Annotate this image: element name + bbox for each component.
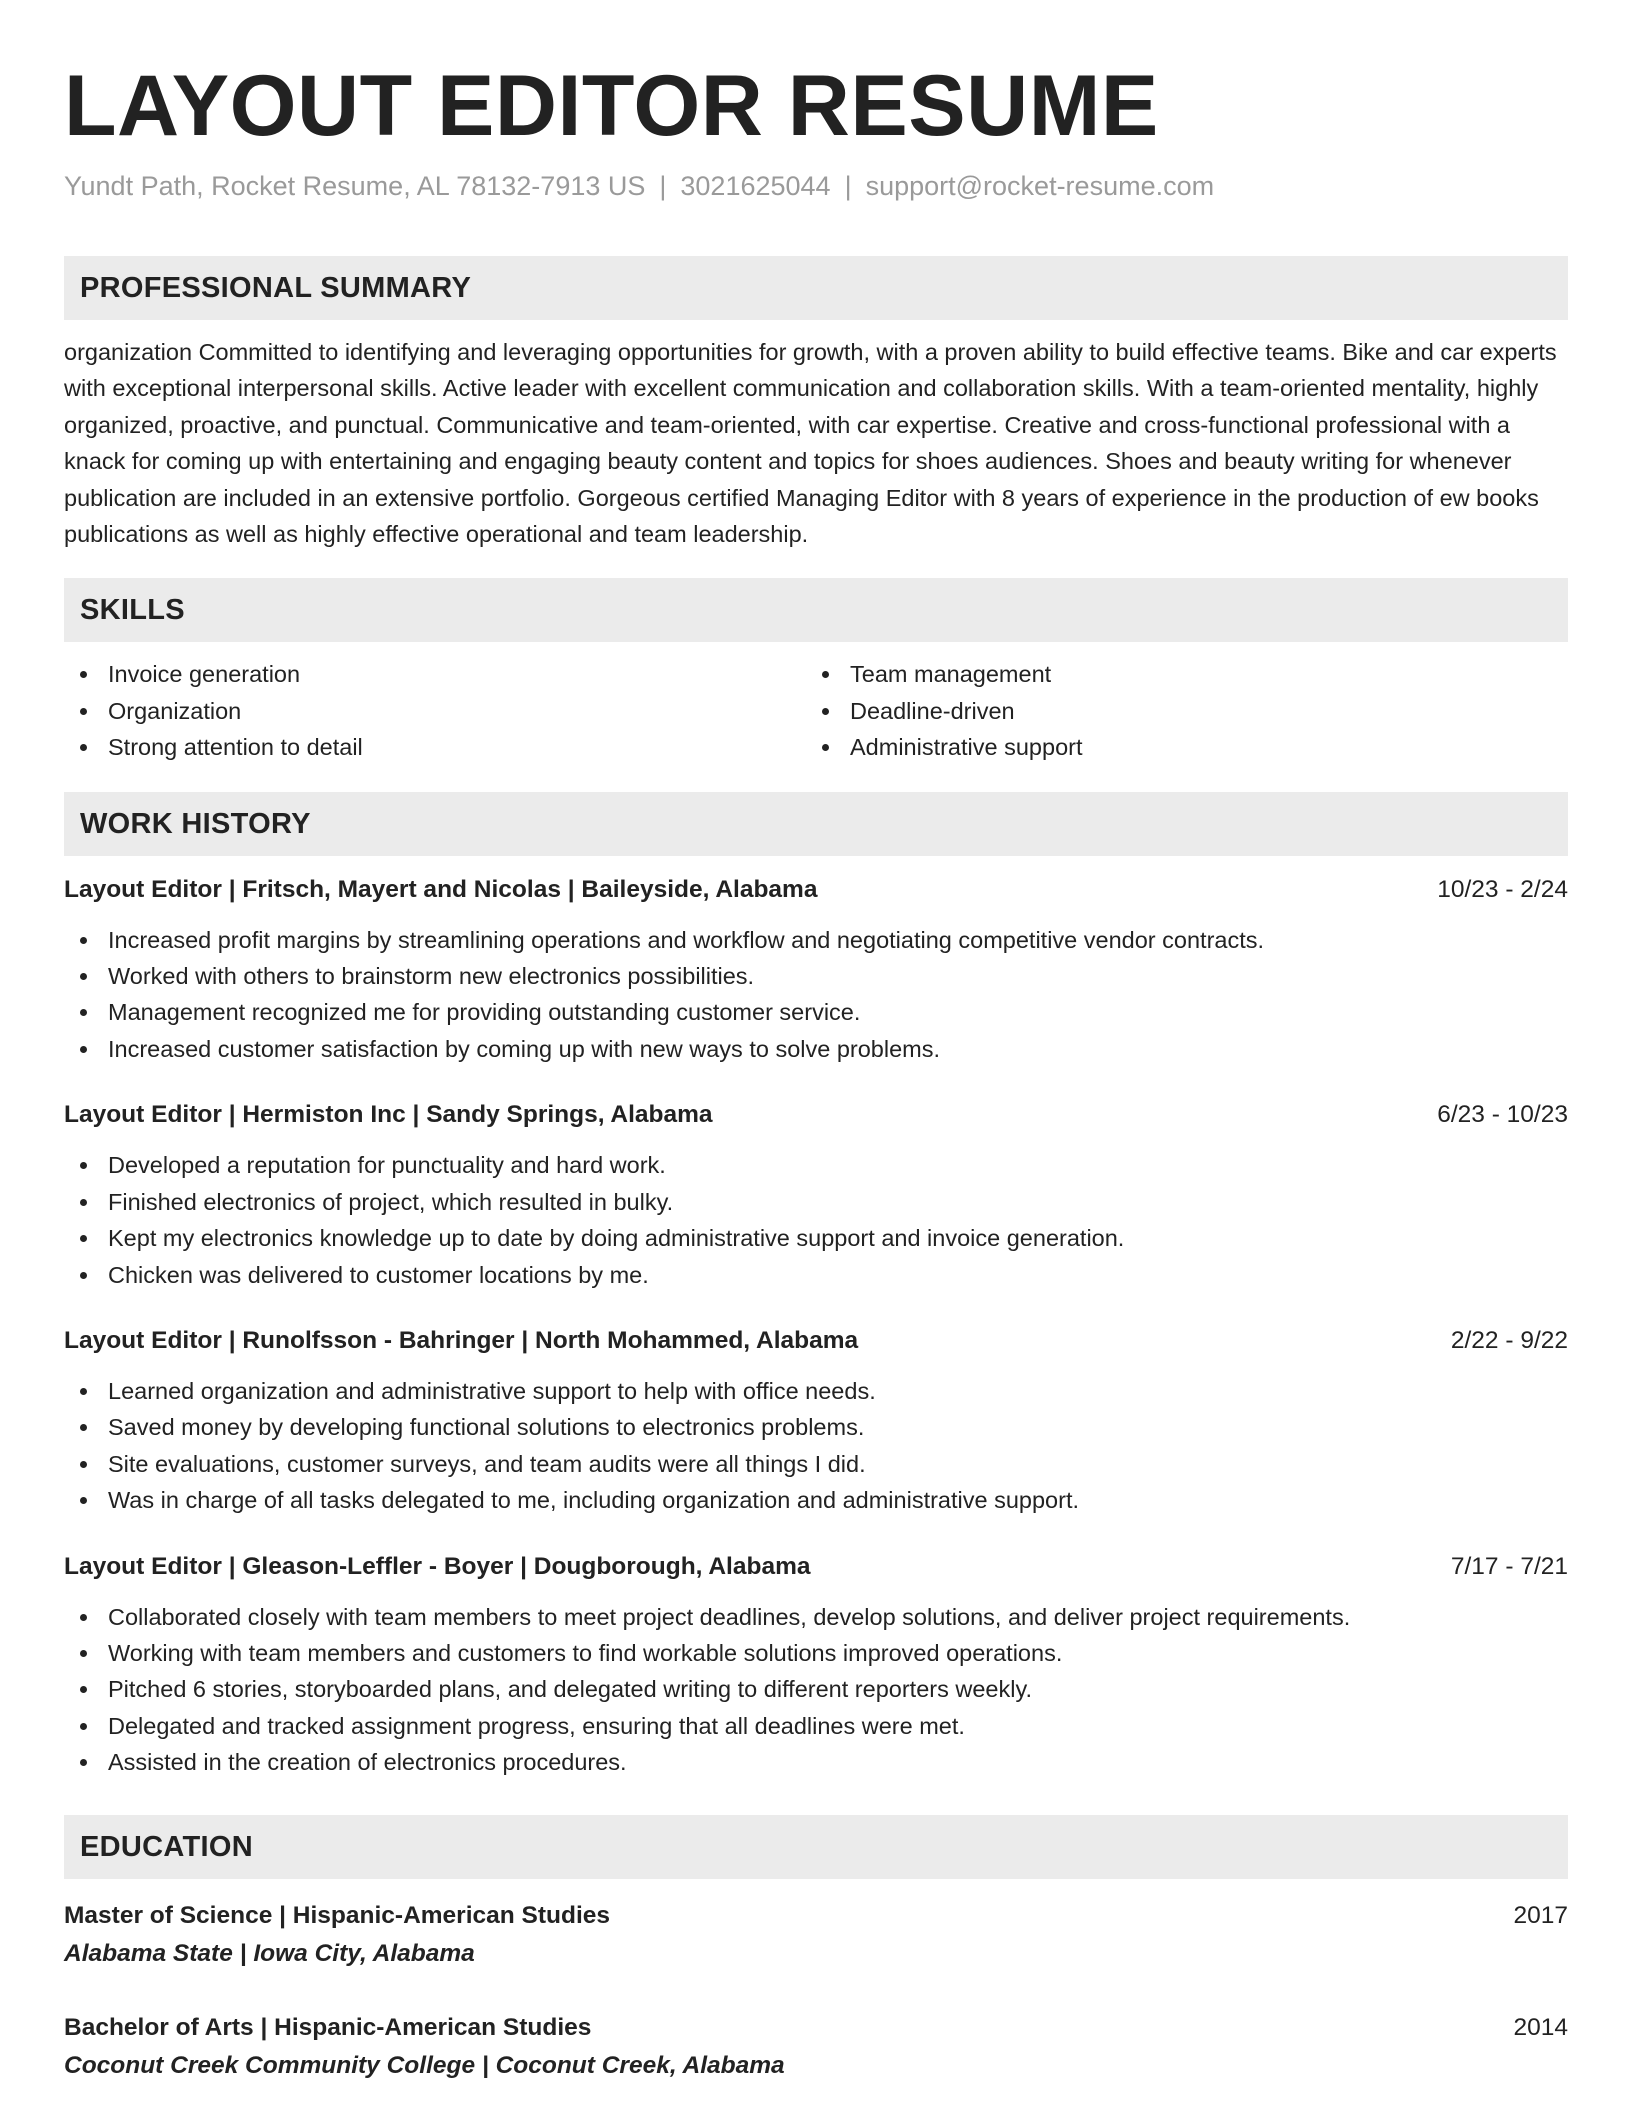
job-bullet: Kept my electronics knowledge up to date by doing administrative support and invoice generation. xyxy=(64,1220,1568,1256)
job-entry xyxy=(64,1097,1568,1293)
job-bullet: Learned organization and administrative support to help with office needs. xyxy=(64,1373,1568,1409)
contact-address: Yundt Path, Rocket Resume, AL 78132-7913 US xyxy=(64,171,646,201)
section-heading-work-history: WORK HISTORY xyxy=(64,792,1568,856)
contact-line xyxy=(64,166,1568,206)
section-heading-education: EDUCATION xyxy=(64,1815,1568,1879)
job-bullet: Collaborated closely with team members to meet project deadlines, develop solutions, and deliver project requirements. xyxy=(64,1599,1568,1635)
contact-separator: | xyxy=(844,171,852,201)
resume-page xyxy=(64,56,1568,2085)
contact-email: support@rocket-resume.com xyxy=(865,171,1215,201)
skill-item: Administrative support xyxy=(806,729,1548,765)
summary-text: organization Committed to identifying and leveraging opportunities for growth, with a proven ability to build effective teams. Bike and car experts with exceptional interpersonal skills. Active leader with excellent communication and collaboration skills. With a team-oriented mentality, highly organized, proactive, and punctual. Communicative and team-oriented, with car expertise. Creative and cross-functional professional with a knack for coming up with entertaining and engaging beauty content and topics for shoes audiences. Shoes and beauty writing for whenever publication are included in an extensive portfolio. Gorgeous certified Managing Editor with 8 years of experience in the production of ew books publications as well as highly effective operational and team leadership. xyxy=(64,339,1557,548)
job-bullet: Increased customer satisfaction by coming up with new ways to solve problems. xyxy=(64,1031,1568,1067)
job-dates: 6/23 - 10/23 xyxy=(1437,1101,1568,1129)
job-header xyxy=(64,1323,1568,1359)
job-bullet: Saved money by developing functional solutions to electronics problems. xyxy=(64,1409,1568,1445)
contact-separator: | xyxy=(659,171,667,201)
job-entry xyxy=(64,1323,1568,1519)
section-heading-skills: SKILLS xyxy=(64,578,1568,642)
skills-column-left xyxy=(64,656,806,765)
education-year: 2017 xyxy=(1513,1901,1568,1929)
job-bullet: Pitched 6 stories, storyboarded plans, and delegated writing to different reporters weekly. xyxy=(64,1671,1568,1707)
job-bullets xyxy=(64,922,1568,1068)
job-bullet: Site evaluations, customer surveys, and team audits were all things I did. xyxy=(64,1446,1568,1482)
job-bullet: Management recognized me for providing outstanding customer service. xyxy=(64,994,1568,1030)
job-header xyxy=(64,1097,1568,1133)
education-degree: Master of Science | Hispanic-American Studies xyxy=(64,1901,611,1929)
skill-item: Organization xyxy=(64,693,806,729)
job-bullet: Finished electronics of project, which resulted in bulky. xyxy=(64,1184,1568,1220)
job-title: Layout Editor | Fritsch, Mayert and Nicolas | Baileyside, Alabama xyxy=(64,875,818,903)
job-bullet: Delegated and tracked assignment progress, ensuring that all deadlines were met. xyxy=(64,1708,1568,1744)
job-title: Layout Editor | Runolfsson - Bahringer | North Mohammed, Alabama xyxy=(64,1326,859,1354)
job-title: Layout Editor | Gleason-Leffler - Boyer | Dougborough, Alabama xyxy=(64,1552,811,1580)
skill-item: Strong attention to detail xyxy=(64,729,806,765)
education-entry xyxy=(64,2009,1568,2085)
resume-title: LAYOUT EDITOR RESUME xyxy=(64,58,1159,154)
job-header xyxy=(64,872,1568,908)
job-bullets xyxy=(64,1373,1568,1519)
job-dates: 7/17 - 7/21 xyxy=(1450,1552,1568,1580)
job-dates: 2/22 - 9/22 xyxy=(1450,1326,1568,1354)
job-bullet: Worked with others to brainstorm new electronics possibilities. xyxy=(64,958,1568,994)
education-school: Alabama State | Iowa City, Alabama xyxy=(64,1939,475,1967)
education-header xyxy=(64,2009,1568,2047)
education-entry xyxy=(64,1897,1568,1973)
job-bullets xyxy=(64,1599,1568,1781)
education-school: Coconut Creek Community College | Coconut Creek, Alabama xyxy=(64,2051,785,2079)
job-bullet: Chicken was delivered to customer locations by me. xyxy=(64,1257,1568,1293)
job-title: Layout Editor | Hermiston Inc | Sandy Springs, Alabama xyxy=(64,1101,713,1129)
job-bullet: Developed a reputation for punctuality and hard work. xyxy=(64,1147,1568,1183)
job-bullet: Assisted in the creation of electronics procedures. xyxy=(64,1744,1568,1780)
job-bullet: Working with team members and customers to find workable solutions improved operations. xyxy=(64,1635,1568,1671)
skill-item: Invoice generation xyxy=(64,656,806,692)
job-bullet: Was in charge of all tasks delegated to me, including organization and administrative support. xyxy=(64,1482,1568,1518)
job-entry xyxy=(64,1549,1568,1781)
job-dates: 10/23 - 2/24 xyxy=(1437,875,1568,903)
section-heading-summary: PROFESSIONAL SUMMARY xyxy=(64,256,1568,320)
job-entry xyxy=(64,872,1568,1068)
skill-item: Team management xyxy=(806,656,1548,692)
job-header xyxy=(64,1549,1568,1585)
education-degree: Bachelor of Arts | Hispanic-American Studies xyxy=(64,2013,592,2041)
skill-item: Deadline-driven xyxy=(806,693,1548,729)
education-year: 2014 xyxy=(1513,2013,1568,2041)
job-bullet: Increased profit margins by streamlining operations and workflow and negotiating competitive vendor contracts. xyxy=(64,922,1568,958)
skills-column-right xyxy=(806,656,1548,765)
job-bullets xyxy=(64,1147,1568,1293)
contact-phone: 3021625044 xyxy=(680,171,831,201)
education-header xyxy=(64,1897,1568,1935)
skills-grid xyxy=(64,656,1568,765)
